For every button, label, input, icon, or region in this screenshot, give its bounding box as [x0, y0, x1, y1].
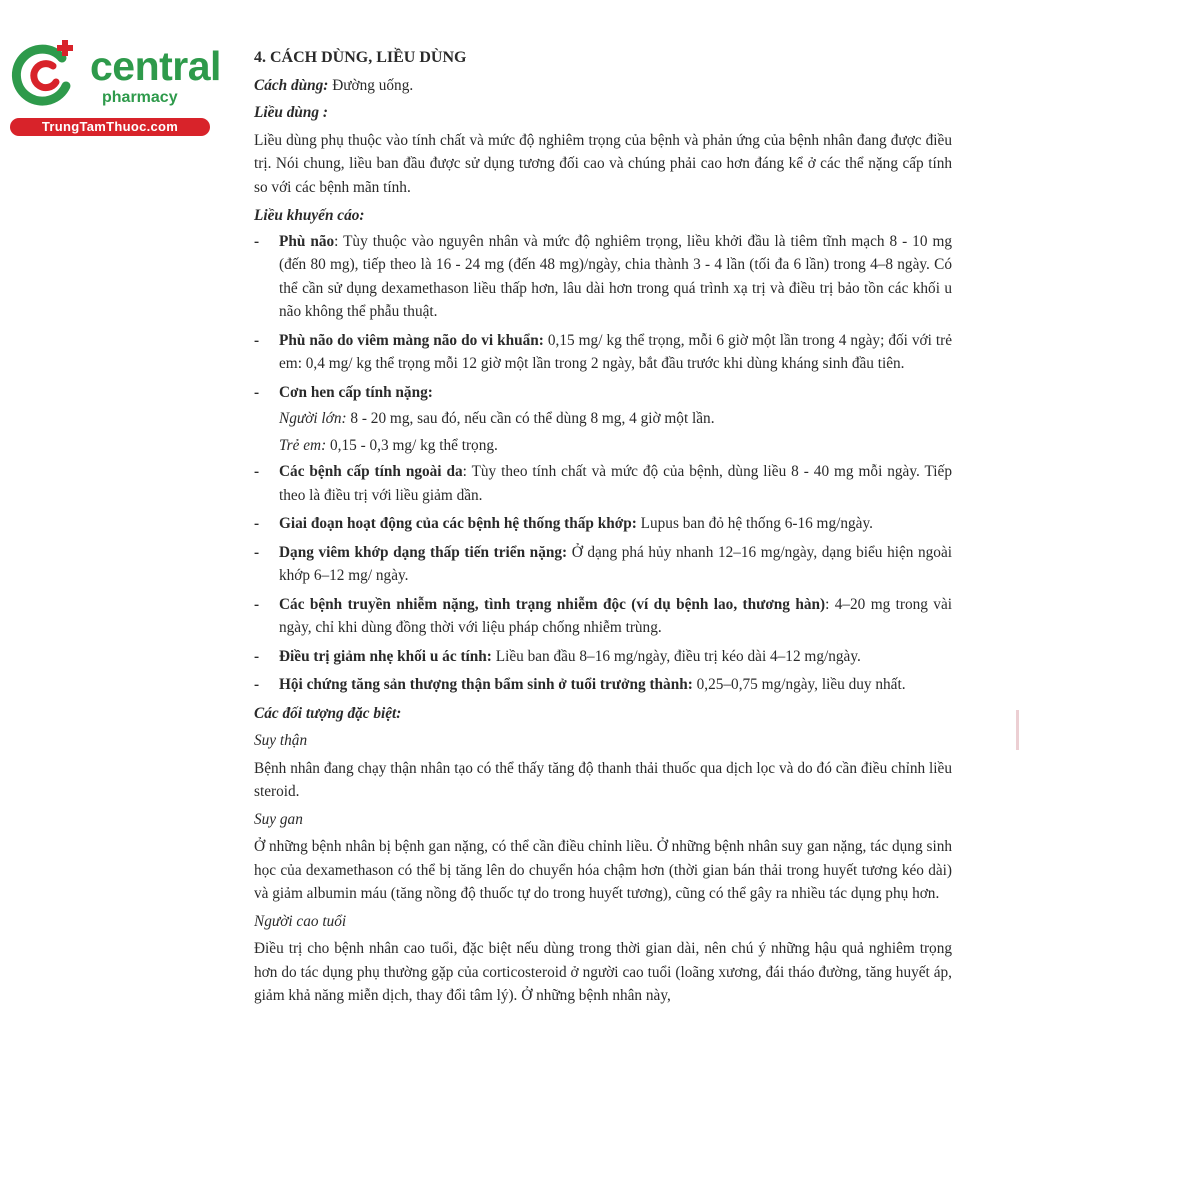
list-item: - Các bệnh truyền nhiễm nặng, tình trạng nhiễm độc (ví dụ bệnh lao, thương hàn): 4–20 mg trong vài ngày, chỉ khi dùng đồng thời với liệu pháp chống nhiễm trùng.	[254, 593, 952, 640]
recommended-dose-label: Liều khuyến cáo:	[254, 207, 365, 224]
list-item: - Dạng viêm khớp dạng thấp tiến triển nặng: Ở dạng phá hủy nhanh 12–16 mg/ngày, dạng biểu hiện ngoài khớp 6–12 mg/ ngày.	[254, 541, 952, 588]
route-value: Đường uống.	[328, 76, 414, 94]
list-item: - Cơn hen cấp tính nặng:	[254, 381, 952, 405]
list-item: - Điều trị giảm nhẹ khối u ác tính: Liều ban đầu 8–16 mg/ngày, điều trị kéo dài 4–12 mg/ngày.	[254, 645, 952, 669]
hepatic-label: Suy gan	[254, 810, 303, 828]
elderly-label: Người cao tuổi	[254, 912, 347, 930]
list-item: - Các bệnh cấp tính ngoài da: Tùy theo tính chất và mức độ của bệnh, dùng liều 8 - 40 mg mỗi ngày. Tiếp theo là điều trị với liều giảm dần.	[254, 460, 952, 507]
route-label: Cách dùng:	[254, 76, 329, 94]
list-item: - Phù não: Tùy thuộc vào nguyên nhân và mức độ nghiêm trọng, liều khởi đầu là tiêm tĩnh mạch 8 - 10 mg (đến 80 mg), tiếp theo là 16 - 24 mg (đến 48 mg)/ngày, chia thành 3 - 4 lần (tối đa 6 lần) trong 4–8 ngày. Có thể cần sử dụng dexamethason liều thấp hơn, lâu dài hơn trong quá trình xạ trị và điều trị bảo tồn các khối u não không thể phẫu thuật.	[254, 230, 952, 324]
asthma-adult: Người lớn: 8 - 20 mg, sau đó, nếu cần có thể dùng 8 mg, 4 giờ một lần.	[279, 410, 715, 427]
dosage-paragraph: Liều dùng phụ thuộc vào tính chất và mức độ nghiêm trọng của bệnh và phản ứng của bệnh nhân đang được điều trị. Nói chung, liều ban đầu được sử dụng tương đối cao và chúng phải cao hơn đáng kể ở các thể nặng cấp tính so với các bệnh mãn tính.	[254, 131, 952, 196]
renal-paragraph: Bệnh nhân đang chạy thận nhân tạo có thể thấy tăng độ thanh thải thuốc qua dịch lọc và do đó cần điều chỉnh liều steroid.	[254, 759, 952, 800]
logo-url-banner: TrungTamThuoc.com	[10, 118, 210, 136]
brand-logo	[10, 38, 221, 138]
list-item: - Hội chứng tăng sản thượng thận bẩm sinh ở tuổi trưởng thành: 0,25–0,75 mg/ngày, liều duy nhất.	[254, 673, 952, 697]
scan-artifact	[1016, 710, 1019, 750]
section-heading: 4. CÁCH DÙNG, LIỀU DÙNG	[254, 49, 467, 66]
route-line	[254, 74, 952, 98]
list-item: - Phù não do viêm màng não do vi khuẩn: 0,15 mg/ kg thể trọng, mỗi 6 giờ một lần trong 4 ngày; đối với trẻ em: 0,4 mg/ kg thể trọng mỗi 12 giờ một lần trong 2 ngày, bắt đầu trước khi dùng kháng sinh đầu tiên.	[254, 329, 952, 376]
dose-list-continued	[254, 460, 952, 697]
elderly-paragraph: Điều trị cho bệnh nhân cao tuổi, đặc biệt nếu dùng trong thời gian dài, nên chú ý những hậu quả nghiêm trọng hơn do tác dụng phụ thường gặp của corticosteroid ở người cao tuổi (loãng xương, đái tháo đường, tăng huyết áp, giảm khả năng miễn dịch, thay đổi tâm lý). Ở những bệnh nhân này,	[254, 940, 952, 1004]
document-page	[254, 46, 952, 1008]
special-populations-label: Các đối tượng đặc biệt:	[254, 704, 402, 722]
list-item: - Giai đoạn hoạt động của các bệnh hệ thống thấp khớp: Lupus ban đỏ hệ thống 6-16 mg/ngày.	[254, 512, 952, 536]
pharmacy-logo-icon	[10, 38, 80, 108]
asthma-child: Trẻ em: 0,15 - 0,3 mg/ kg thể trọng.	[279, 436, 498, 454]
dose-list	[254, 230, 952, 405]
logo-subtitle: pharmacy	[102, 89, 178, 106]
renal-label: Suy thận	[254, 732, 308, 749]
logo-wordmark: central	[90, 43, 221, 89]
hepatic-paragraph: Ở những bệnh nhân bị bệnh gan nặng, có thể cần điều chỉnh liều. Ở những bệnh nhân suy gan nặng, tác dụng sinh học của dexamethason có thể bị tăng lên do chuyển hóa chậm hơn (thời gian bán thải trong huyết tương kéo dài) và giảm albumin máu (tăng nồng độ thuốc tự do trong huyết tương), cũng có thể gây ra nhiều tác dụng phụ hơn.	[254, 838, 952, 902]
dosage-label: Liều dùng :	[254, 104, 328, 121]
